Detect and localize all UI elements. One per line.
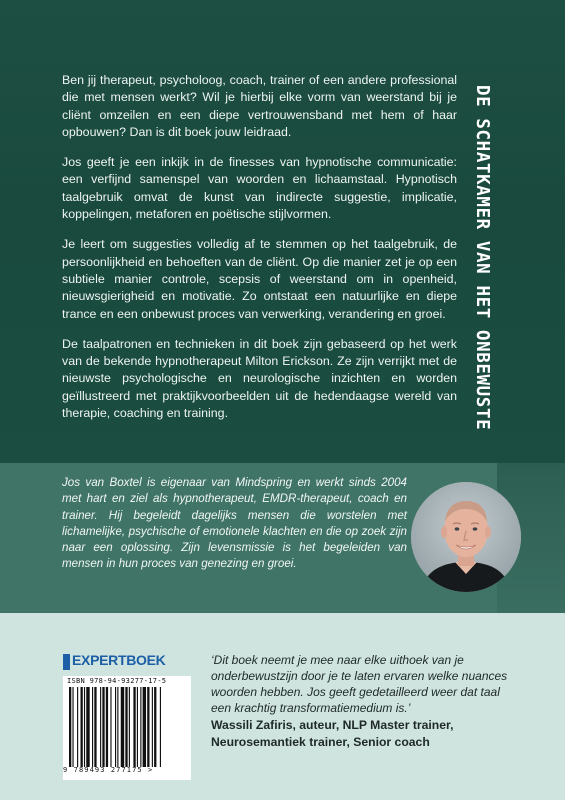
barcode-bar bbox=[129, 687, 130, 767]
barcode-bar bbox=[110, 687, 111, 767]
barcode-bar bbox=[106, 687, 108, 767]
author-bio: Jos van Boxtel is eigenaar van Mindspring en werkt sinds 2004 met hart en ziel als hypnotherapeut, EMDR-therapeut, coach en trainer. Hij begeleidt dagelijks mensen die worstelen met lichamelijke, psychische of emotionele klachten en die op zoek zijn naar een oplossing. Zijn levensmissie is het begeleiden van mensen in hun proces van genezing en groei. bbox=[62, 476, 407, 571]
barcode-bar bbox=[154, 687, 156, 767]
barcode-bar bbox=[92, 687, 93, 767]
logo-mark-icon bbox=[63, 654, 70, 670]
barcode-number: 9 789493 277175 > bbox=[63, 766, 154, 774]
barcode-bar bbox=[117, 687, 118, 767]
barcode-bar bbox=[86, 687, 89, 767]
isbn-label: ISBN 978-94-93277-17-5 bbox=[67, 677, 167, 685]
barcode-bar bbox=[133, 687, 135, 767]
barcode-bar bbox=[143, 687, 146, 767]
barcode-bar bbox=[147, 687, 149, 767]
intro-paragraph: De taalpatronen en technieken in dit boek zijn gebaseerd op het werk van de bekende hypnotherapeut Milton Erickson. Ze zijn verrijkt met de nieuwste psychologische en neurologische inzichten en worden geïllustreerd met praktijkvoorbeelden uit de hedendaagse wereld van therapie, coaching en training. bbox=[62, 336, 457, 421]
barcode-bar bbox=[152, 687, 153, 767]
portrait-illustration bbox=[411, 482, 521, 592]
barcode-bar bbox=[140, 687, 141, 767]
author-portrait bbox=[411, 482, 521, 592]
barcode-bar bbox=[160, 687, 161, 767]
intro-text bbox=[62, 72, 457, 435]
review-quote: ‘Dit boek neemt je mee naar elke uithoek van je onderbewustzijn door je te laten ervaren welke nuances woorden hebben. Jos geeft gedetailleerd weer dat taal een krachtig transformatiemedium is.’ bbox=[211, 653, 508, 715]
barcode-bar bbox=[100, 687, 101, 767]
review-author: Wassili Zafiris, auteur, NLP Master trainer, Neurosemantiek trainer, Senior coach bbox=[211, 718, 454, 749]
barcode-bar bbox=[121, 687, 124, 767]
barcode-bar bbox=[115, 687, 116, 767]
barcode bbox=[63, 676, 191, 780]
intro-paragraph: Ben jij therapeut, psycholoog, coach, trainer of een andere professional die met mensen werkt? Wil je hierbij elke vorm van weerstand bij je cliënt omzeilen en een diepe vertrouwensband met hem of haar opbouwen? Dan is dit boek jouw leidraad. bbox=[62, 73, 457, 139]
publisher-name: EXPERTBOEK bbox=[72, 652, 166, 668]
barcode-bar bbox=[102, 687, 104, 767]
intro-paragraph: Jos geeft je een inkijk in de finesses van hypnotische communicatie: een verfijnd samenspel van woorden en lichaamstaal. Hypnotisch taalgebruik omvat de kunst van indirecte suggestie, implicatie, koppelingen, metaforen en poëtische stijlvormen. bbox=[62, 155, 457, 222]
barcode-bar bbox=[81, 687, 83, 767]
barcode-bar bbox=[137, 687, 138, 767]
vertical-title: DE SCHATKAMER VAN HET ONBEWUSTE bbox=[472, 85, 492, 431]
barcode-bar bbox=[125, 687, 127, 767]
barcode-bar bbox=[84, 687, 85, 767]
barcode-bar bbox=[72, 687, 73, 767]
barcode-bar bbox=[77, 687, 78, 767]
barcode-bars bbox=[69, 687, 181, 767]
barcode-bar bbox=[94, 687, 96, 767]
intro-paragraph: Je leert om suggesties volledig af te stemmen op het taalgebruik, de persoonlijkheid en behoeften van de cliënt. Op die manier zet je op een subtiele manier controle, scepsis of weerstand om in openheid, nieuwsgierigheid en motivatie. Zo ontstaat een natuurlijke en diepe trance en een onbewust proces van verwerking, verandering en groei. bbox=[62, 237, 457, 321]
barcode-bar bbox=[69, 687, 71, 767]
